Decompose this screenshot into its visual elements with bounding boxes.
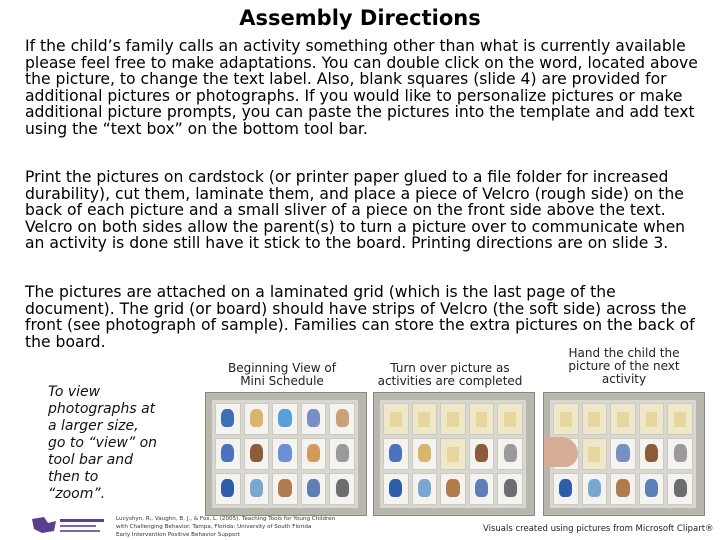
schedule-picture [469,438,495,470]
citation-line: Early Intervention Positive Behavior Support [116,532,240,538]
photo-caption-hand-child: Hand the child the picture of the next activity [568,346,680,386]
schedule-picture [469,473,495,505]
schedule-picture [244,403,270,435]
turned-picture [469,403,495,435]
photo-caption-turn-over: Turn over picture as activities are completed [377,361,523,388]
schedule-picture [272,403,298,435]
schedule-picture [272,473,298,505]
turned-picture [582,438,608,470]
turned-picture [497,403,523,435]
schedule-picture [497,438,523,470]
schedule-picture [215,403,241,435]
schedule-picture [667,473,693,505]
schedule-picture [329,473,355,505]
citation-line: with Challenging Behavior. Tampa, Florida: University of South Florida [116,524,312,530]
turned-picture [582,403,608,435]
hand-image [543,437,578,467]
schedule-picture [497,473,523,505]
schedule-picture [244,473,270,505]
schedule-grid [380,400,526,508]
turned-picture [440,403,466,435]
turned-picture [553,403,579,435]
schedule-picture [329,438,355,470]
turned-picture [440,438,466,470]
turned-picture [610,403,636,435]
photo-turned-over [373,392,535,516]
clipart-credit: Visuals created using pictures from Microsoft Clipart® [483,524,714,534]
citation-line: Lucyshyn, R., Vaughn, B. J., & Fox, L. (2005). Teaching Tools for Young Children [116,516,336,522]
schedule-picture [329,403,355,435]
schedule-picture [215,438,241,470]
organization-logo-icon [28,513,110,537]
schedule-picture [553,473,579,505]
zoom-note: To view photographs at a larger size, go to “view” on tool bar and then to “zoom”. [48,384,158,502]
photo-hand-child [543,392,705,516]
photo-beginning-schedule [205,392,367,516]
page-title: Assembly Directions [239,6,481,30]
schedule-picture [412,438,438,470]
photo-caption-beginning: Beginning View of Mini Schedule [227,361,336,388]
schedule-picture [301,473,327,505]
schedule-picture [639,438,665,470]
schedule-picture [412,473,438,505]
schedule-grid [212,400,358,508]
schedule-picture [215,473,241,505]
schedule-picture [667,438,693,470]
schedule-picture [610,438,636,470]
schedule-picture [244,438,270,470]
turned-picture [667,403,693,435]
schedule-picture [383,438,409,470]
schedule-picture [301,403,327,435]
turned-picture [383,403,409,435]
schedule-picture [610,473,636,505]
citation [116,515,356,539]
paragraph-adaptations: If the child’s family calls an activity something other than what is currently available please feel free to make adaptations. You can double click on the word, located above the picture, to change the text label. Also, blank squares (slide 4) are provided for additional pictures or photographs. If you would like to personalize pictures or make additional picture prompts, you can paste the pictures into the template and add text using the “text box” on the bottom tool bar. [25,37,698,138]
schedule-picture [272,438,298,470]
paragraph-printing: Print the pictures on cardstock (or printer paper glued to a file folder for increased durability), cut them, laminate them, and place a piece of Velcro (rough side) on the back of each picture and a small sliver of a piece on the front side above the text. Velcro on both sides allow the parent(s) to turn a picture over to communicate when an activity is done still have it stick to the board. Printing directions are on slide 3. [25,168,686,252]
schedule-picture [301,438,327,470]
schedule-picture [383,473,409,505]
paragraph-grid: The pictures are attached on a laminated grid (which is the last page of the document). The grid (or board) should have strips of Velcro (the soft side) across the front (see photograph of sample). Families can store the extra pictures on the back of the board. [25,283,695,351]
turned-picture [412,403,438,435]
schedule-picture [440,473,466,505]
schedule-picture [639,473,665,505]
turned-picture [639,403,665,435]
schedule-picture [582,473,608,505]
